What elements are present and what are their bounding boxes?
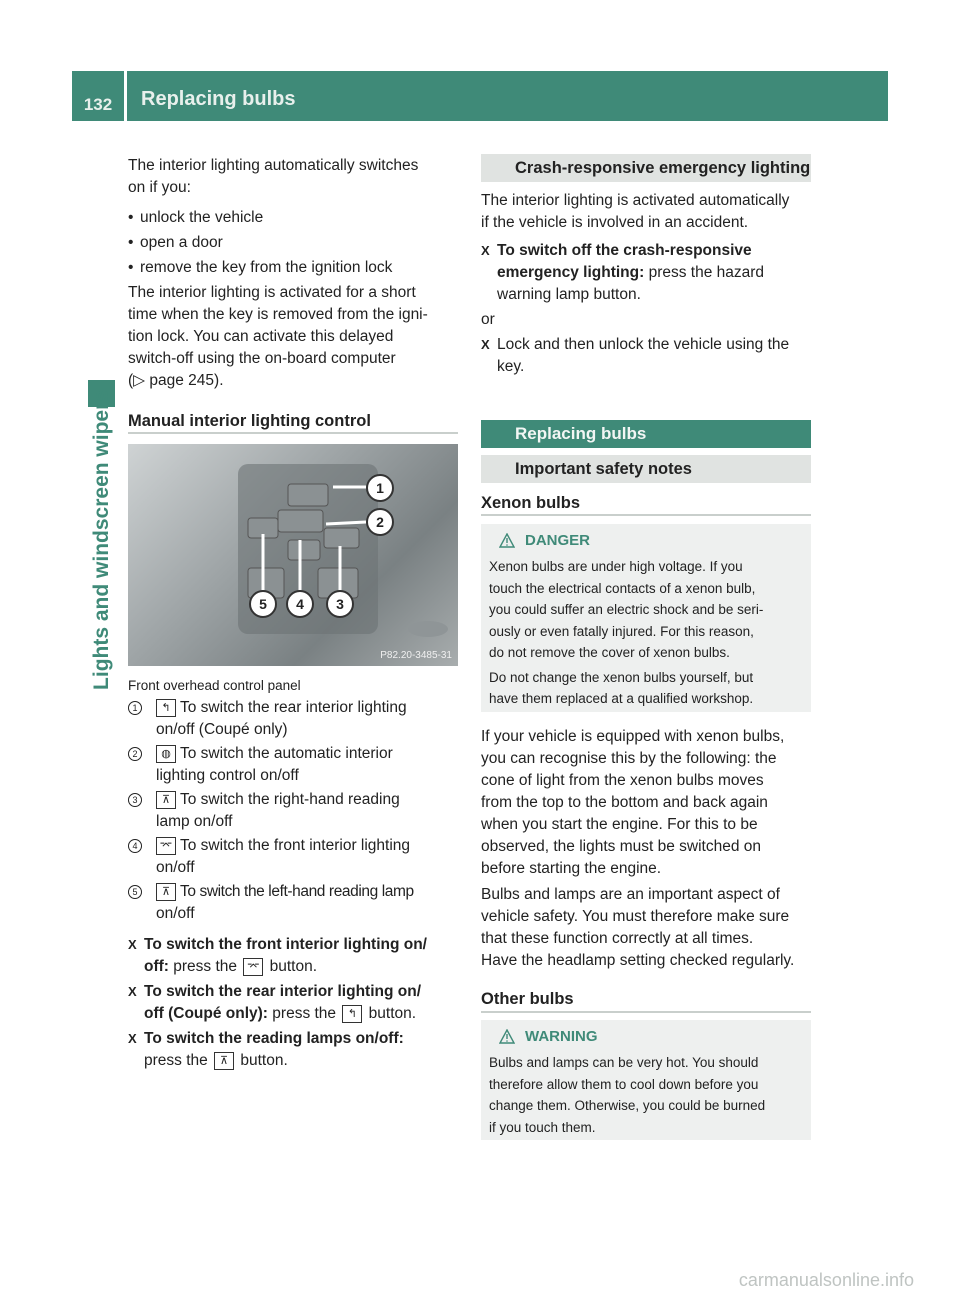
step-item: [481, 240, 816, 306]
text-line: Bulbs and lamps are an important aspect of: [481, 886, 780, 903]
svg-text:2: 2: [376, 514, 384, 530]
arrow-icon: X: [128, 937, 137, 952]
text-line: you can recognise this by the following: the: [481, 750, 777, 767]
legend-text: lamp on/off: [156, 813, 233, 830]
svg-text:5: 5: [259, 596, 267, 612]
arrow-icon: X: [481, 243, 490, 258]
step-bold: To switch the rear interior lighting on/: [144, 983, 422, 1000]
text-line: do not remove the cover of xenon bulbs.: [489, 645, 730, 660]
front-light-icon: ⌤: [156, 837, 176, 855]
legend-item: [128, 881, 460, 925]
step-text: press the hazard: [644, 264, 765, 281]
legend-item: [128, 835, 460, 879]
warning-box: [481, 1020, 811, 1140]
text-line: tion lock. You can activate this delayed: [128, 328, 394, 345]
step-text: press the: [168, 958, 242, 975]
list-item: [128, 255, 458, 280]
text-line: cone of light from the xenon bulbs moves: [481, 772, 764, 789]
crash-heading: Crash-responsive emergency lighting: [481, 154, 811, 182]
bullet-mark: •: [128, 259, 134, 276]
text-line: Bulbs and lamps can be very hot. You should: [489, 1055, 759, 1070]
callout-1: [367, 475, 393, 501]
legend-text: on/off: [156, 905, 195, 922]
legend-text: on/off (Coupé only): [156, 721, 288, 738]
bullet-mark: •: [128, 234, 134, 251]
step-bold: To switch the reading lamps on/off:: [144, 1030, 404, 1047]
warning-title: WARNING: [525, 1028, 598, 1045]
bullet-list: [128, 205, 458, 280]
warning-triangle-icon: [499, 533, 515, 548]
danger-title: DANGER: [525, 532, 591, 549]
text-line: vehicle safety. You must therefore make sure: [481, 908, 790, 925]
legend-text: To switch the left-hand reading lamp: [180, 883, 414, 900]
legend-text: To switch the automatic interior: [180, 745, 393, 762]
step-text: button.: [236, 1052, 288, 1069]
list-item-text: remove the key from the ignition lock: [140, 259, 393, 276]
list-item: [128, 230, 458, 255]
crash-text: [481, 190, 816, 234]
list-item: [128, 205, 458, 230]
text-line: from the top to the bottom and back again: [481, 794, 768, 811]
step-text: press the: [267, 1005, 341, 1022]
photo-caption: Front overhead control panel: [128, 678, 301, 693]
page-number: 132: [83, 95, 113, 114]
text-line: that these function correctly at all times.: [481, 930, 754, 947]
photo-code: P82.20-3485-31: [380, 650, 452, 661]
step-bold: To switch off the crash-responsive: [497, 242, 752, 259]
safety-notes-band: Important safety notes: [481, 455, 811, 483]
legend-item: [128, 743, 460, 787]
text-line: The interior lighting is activated for a short: [128, 284, 416, 301]
legend-number: 1: [128, 701, 142, 715]
text-line: on if you:: [128, 179, 191, 196]
bullet-mark: •: [128, 209, 134, 226]
arrow-icon: X: [128, 984, 137, 999]
step-bold: emergency lighting:: [497, 264, 645, 281]
danger-box: [481, 524, 811, 712]
list-item-text: open a door: [140, 234, 223, 251]
reading-lamp-icon: ⊼: [214, 1052, 234, 1070]
text-line: Do not change the xenon bulbs yourself, but: [489, 669, 754, 685]
text-line: change them. Otherwise, you could be burned: [489, 1098, 766, 1113]
callout-4: [287, 591, 313, 617]
legend-text: lighting control on/off: [156, 767, 299, 784]
step-text: key.: [497, 358, 525, 375]
legend-text: To switch the rear interior lighting: [180, 699, 407, 716]
text-line: Have the headlamp setting checked regularly.: [481, 952, 795, 969]
xenon-heading: Xenon bulbs: [481, 494, 580, 512]
rear-light-icon: ↰: [156, 699, 176, 717]
header-separator: [124, 71, 127, 121]
warning-title-row: [499, 1028, 598, 1045]
callout-3: [327, 591, 353, 617]
replacing-bulbs-band: Replacing bulbs: [481, 420, 811, 448]
text-line: If your vehicle is equipped with xenon bulbs,: [481, 728, 785, 745]
steps-list: [128, 934, 460, 1072]
danger-text: [489, 556, 811, 710]
or-text: or: [481, 311, 495, 328]
delay-text: [128, 282, 458, 392]
legend-item: [128, 697, 460, 741]
legend-item: [128, 789, 460, 833]
callout-5: [250, 591, 276, 617]
reading-lamp-icon: ⊼: [156, 791, 176, 809]
svg-text:1: 1: [376, 480, 384, 496]
arrow-icon: X: [128, 1031, 137, 1046]
step-bold: To switch the front interior lighting on/: [144, 936, 427, 953]
danger-title-row: [499, 532, 590, 549]
legend-number: 5: [128, 885, 142, 899]
other-bulbs-heading: Other bulbs: [481, 990, 574, 1008]
legend-text: To switch the front interior lighting: [180, 837, 411, 854]
svg-text:3: 3: [336, 596, 344, 612]
text-line: therefore allow them to cool down before you: [489, 1076, 759, 1092]
step-item: [128, 1028, 460, 1072]
text-line: (▷ page 245).: [128, 372, 224, 389]
text-line: The interior lighting automatically switches: [128, 157, 419, 174]
text-line: ously or even fatally injured. For this reason,: [489, 623, 754, 639]
step-item: [481, 334, 816, 378]
step-bold: off:: [144, 958, 169, 975]
legend-text: To switch the right-hand reading: [180, 791, 400, 808]
step-text: warning lamp button.: [497, 286, 641, 303]
text-line: The interior lighting is activated automatically: [481, 192, 790, 209]
text-line: observed, the lights must be switched on: [481, 838, 762, 855]
legend-number: 2: [128, 747, 142, 761]
legend-text: on/off: [156, 859, 195, 876]
rear-light-icon: ↰: [342, 1005, 362, 1023]
xenon-text: [481, 726, 816, 972]
intro-text: [128, 155, 458, 199]
list-item-text: unlock the vehicle: [140, 209, 264, 226]
step-item: [128, 981, 460, 1025]
callout-2: [367, 509, 393, 535]
heading-rule: [481, 514, 811, 516]
step-bold: off (Coupé only):: [144, 1005, 268, 1022]
text-line: before starting the engine.: [481, 860, 662, 877]
reading-lamp-icon: ⊼: [156, 883, 176, 901]
svg-text:4: 4: [296, 596, 304, 612]
manual-heading: Manual interior lighting control: [128, 412, 371, 430]
step-text: button.: [265, 958, 318, 975]
heading-rule: [481, 1011, 811, 1013]
watermark: carmanualsonline.info: [738, 1270, 914, 1290]
text-line: if the vehicle is involved in an accident.: [481, 214, 749, 231]
text-line: you could suffer an electric shock and be seri-: [489, 602, 764, 617]
text-line: Xenon bulbs are under high voltage. If you: [489, 559, 743, 574]
page-title: Replacing bulbs: [141, 88, 296, 110]
text-line: if you touch them.: [489, 1119, 596, 1135]
arrow-icon: X: [481, 337, 490, 352]
overhead-panel-photo: [128, 444, 458, 666]
text-line: when you start the engine. For this to be: [481, 816, 758, 833]
step-text: button.: [364, 1005, 417, 1022]
text-line: touch the electrical contacts of a xenon bulb,: [489, 580, 756, 596]
legend-list: [128, 697, 460, 927]
side-tab: [86, 390, 118, 690]
step-text: press the: [144, 1052, 213, 1069]
text-line: switch-off using the on-board computer: [128, 350, 396, 367]
auto-light-icon: ◍: [156, 745, 176, 763]
legend-number: 4: [128, 839, 142, 853]
warning-text: [489, 1052, 811, 1138]
heading-rule: [128, 432, 458, 434]
legend-number: 3: [128, 793, 142, 807]
step-text: Lock and then unlock the vehicle using the: [497, 336, 790, 353]
front-light-icon: ⌤: [243, 958, 263, 976]
text-line: have them replaced at a qualified workshop.: [489, 691, 754, 706]
step-item: [128, 934, 460, 978]
panel-illustration: [128, 444, 458, 666]
text-line: time when the key is removed from the igni-: [128, 306, 428, 323]
side-tab-label: Lights and windscreen wipers: [90, 390, 113, 690]
warning-triangle-icon: [499, 1029, 515, 1044]
